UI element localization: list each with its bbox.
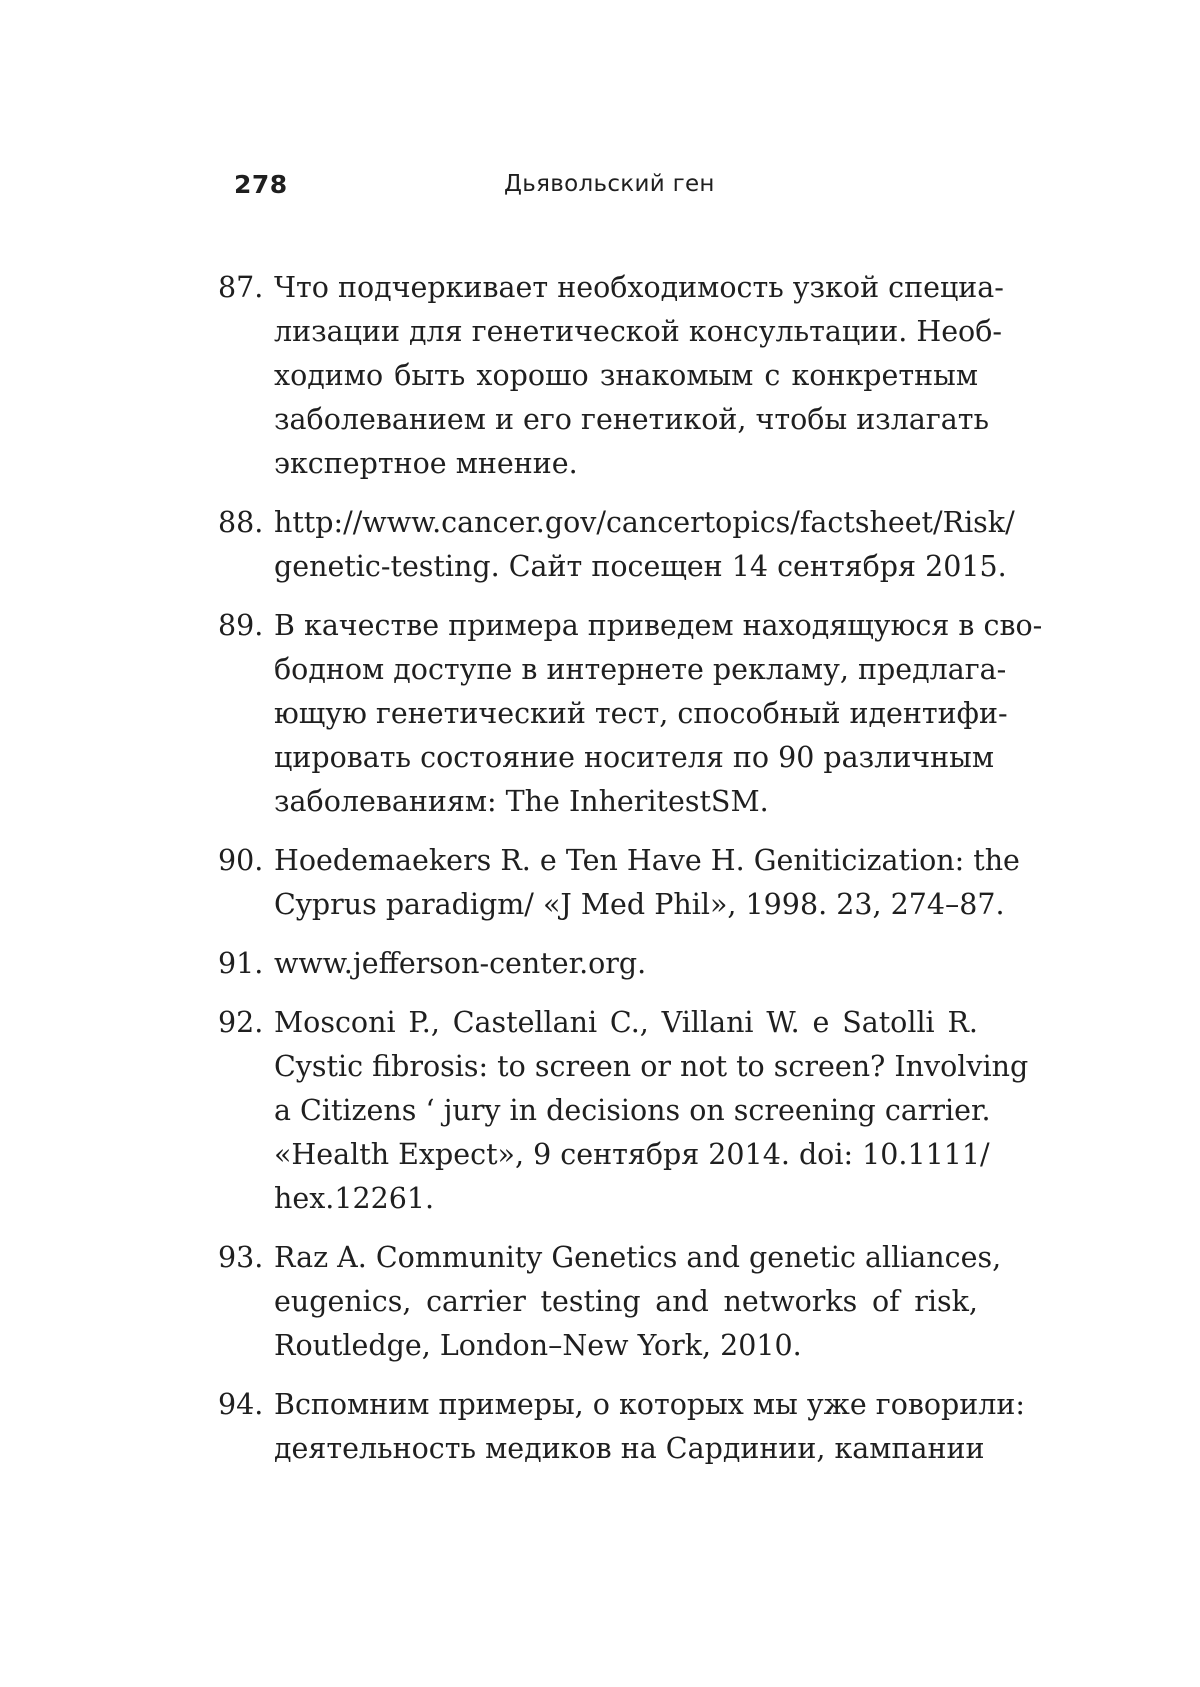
footnote-number: 91.	[218, 947, 264, 980]
footnote-number: 89.	[218, 609, 264, 642]
footnote-item	[218, 604, 1043, 824]
footnote-item	[218, 501, 1015, 589]
footnote-text	[274, 942, 978, 986]
footnote-number: 87.	[218, 271, 264, 304]
footnote-number: 88.	[218, 506, 264, 539]
footnote-line: Mosconi P., Castellani C., Villani W. e Satolli R.	[274, 1006, 978, 1039]
footnote-line: http://www.cancer.gov/cancertopics/factsheet/Risk/	[274, 506, 1015, 539]
book-title: Дьявольский ген	[504, 171, 715, 197]
footnote-line: бодном доступе в интернете рекламу, предлага-	[274, 653, 1007, 686]
footnote-line: www.jefferson-center.org.	[274, 947, 647, 980]
footnote-line: Вспомним примеры, о которых мы уже говорили:	[274, 1388, 1025, 1421]
footnote-number: 92.	[218, 1006, 264, 1039]
footnote-item	[218, 839, 1020, 927]
footnote-line: genetic-testing. Сайт посещен 14 сентября 2015.	[274, 550, 1007, 583]
footnote-text	[274, 1236, 1002, 1368]
footnote-line: ходимо быть хорошо знакомым с конкретным	[274, 359, 978, 392]
footnote-line: деятельность медиков на Сардинии, кампании	[274, 1432, 985, 1465]
footnote-line: Raz A. Community Genetics and genetic alliances,	[274, 1241, 1002, 1274]
footnote-line: hex.12261.	[274, 1182, 435, 1215]
footnote-item	[218, 942, 978, 986]
footnote-line: Hoedemaekers R. e Ten Have H. Geniticization: the	[274, 844, 1020, 877]
footnote-line: экспертное мнение.	[274, 447, 578, 480]
footnote-number: 90.	[218, 844, 264, 877]
footnote-line: цировать состояние носителя по 90 различным	[274, 741, 995, 774]
footnote-line: Cyprus paradigm/ «J Med Phil», 1998. 23, 274–87.	[274, 888, 1005, 921]
footnote-item	[218, 1236, 1002, 1368]
footnote-item	[218, 266, 1004, 486]
footnote-number: 93.	[218, 1241, 264, 1274]
footnote-item	[218, 1001, 1029, 1221]
footnote-text	[274, 1383, 1025, 1471]
footnote-text	[274, 1001, 1029, 1221]
footnote-line: лизации для генетической консультации. Необ-	[274, 315, 1003, 348]
footnote-text	[274, 266, 1004, 486]
footnote-line: a Citizens ‘ jury in decisions on screening carrier.	[274, 1094, 991, 1127]
footnote-text	[274, 501, 1015, 589]
footnote-number: 94.	[218, 1388, 264, 1421]
running-head	[234, 170, 976, 210]
footnote-text	[274, 839, 1020, 927]
footnote-line: «Health Expect», 9 сентября 2014. doi: 10.1111/	[274, 1138, 990, 1171]
footnotes-list	[218, 266, 1043, 1486]
page-number: 278	[234, 170, 288, 199]
footnote-line: Routledge, London–New York, 2010.	[274, 1329, 802, 1362]
footnote-line: В качестве примера приведем находящуюся в сво-	[274, 609, 1043, 642]
footnote-line: заболеваниям: The InheritestSM.	[274, 785, 769, 818]
footnote-text	[274, 604, 1043, 824]
footnote-item	[218, 1383, 1025, 1471]
footnote-line: Cystic fibrosis: to screen or not to screen? Involving	[274, 1050, 1029, 1083]
footnote-line: ющую генетический тест, способный идентифи-	[274, 697, 1008, 730]
footnote-line: eugenics, carrier testing and networks of risk,	[274, 1285, 978, 1318]
footnote-line: заболеванием и его генетикой, чтобы излагать	[274, 403, 990, 436]
footnote-line: Что подчеркивает необходимость узкой специа-	[274, 271, 1004, 304]
